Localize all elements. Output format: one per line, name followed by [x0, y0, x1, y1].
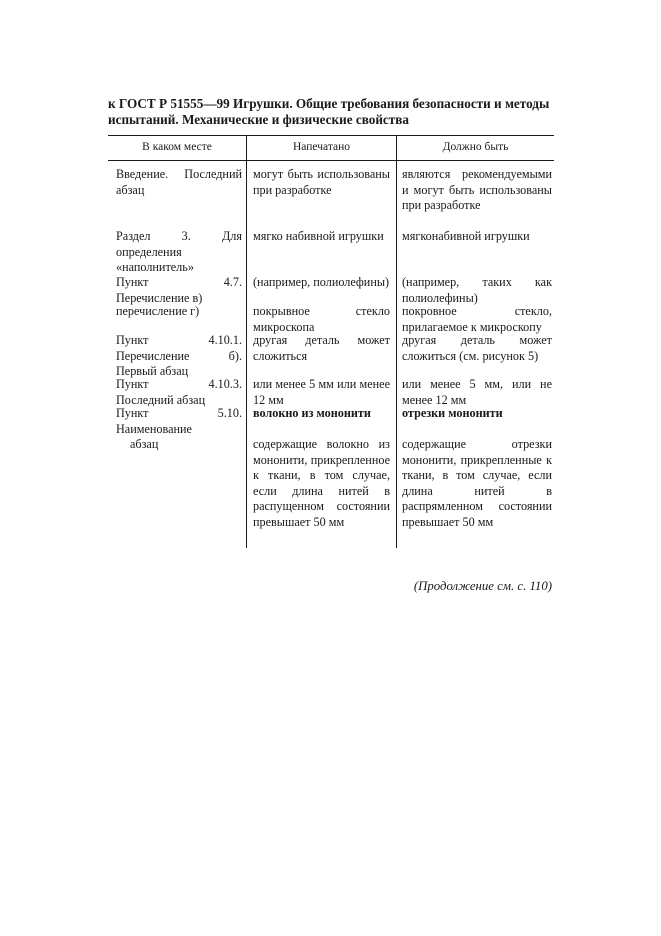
row-3-should-be: (например, таких как полиолефины)	[402, 275, 552, 305]
row-1-printed: могут быть использованы при разработке	[253, 167, 390, 197]
title-line-1: к ГОСТ Р 51555—99 Игрушки. Общие требования безопасности и методы	[108, 96, 550, 111]
row-6-should-be: или менее 5 мм, или не менее 12 мм	[402, 377, 552, 407]
row-3-printed: (например, полиолефины)	[253, 275, 390, 289]
row-1-should-be: являются рекомендуемыми и могут быть использованы при разработке	[402, 167, 552, 212]
table-header-rule	[108, 160, 554, 161]
row-8-printed: содержащие волокно из мононити, прикрепленное к ткани, в том случае, если длина нитей в распущенном состоянии превышает 50 мм	[253, 437, 390, 529]
header-should-be: Должно быть	[442, 141, 509, 153]
row-4-should-be: покровное стекло, прилагаемое к микроскопу	[402, 304, 552, 334]
row-5-should-be: другая деталь может сложиться (см. рисунок 5)	[402, 333, 552, 363]
row-2-should-be: мягконабивной игрушки	[402, 229, 530, 243]
row-4-printed: покрывное стекло микроскопа	[253, 304, 390, 334]
row-2-place: Раздел 3. Для определения «наполнитель»	[116, 229, 242, 274]
row-7-place: Пункт 5.10. Наименование	[116, 406, 242, 436]
table-top-rule	[108, 135, 554, 136]
row-8-should-be: содержащие отрезки мононити, прикрепленные к ткани, в том случае, если длина нитей в распрямленном состоянии превышает 50 мм	[402, 437, 552, 529]
row-7-printed: волокно из мононити	[253, 406, 371, 420]
row-8-place: абзац	[130, 437, 159, 451]
header-printed: Напечатано	[293, 141, 350, 153]
column-divider-2	[396, 136, 397, 548]
document-title	[108, 96, 554, 128]
row-5-place: Пункт 4.10.1. Перечисление б). Первый абзац	[116, 333, 242, 378]
header-place: В каком месте	[142, 141, 212, 153]
row-2-printed: мягко набивной игрушки	[253, 229, 384, 243]
continuation-note: (Продолжение см. с. 110)	[413, 579, 552, 593]
title-line-2: испытаний. Механические и физические свойства	[108, 112, 409, 127]
row-6-place: Пункт 4.10.3. Последний абзац	[116, 377, 242, 407]
row-5-printed: другая деталь может сложиться	[253, 333, 390, 363]
row-6-printed: или менее 5 мм или менее 12 мм	[253, 377, 390, 407]
row-3-place: Пункт 4.7. Перечисление в)	[116, 275, 242, 305]
row-7-should-be: отрезки мононити	[402, 406, 503, 420]
row-4-place: перечисление г)	[116, 304, 200, 318]
row-1-place: Введение. Последний абзац	[116, 167, 242, 197]
column-divider-1	[246, 136, 247, 548]
